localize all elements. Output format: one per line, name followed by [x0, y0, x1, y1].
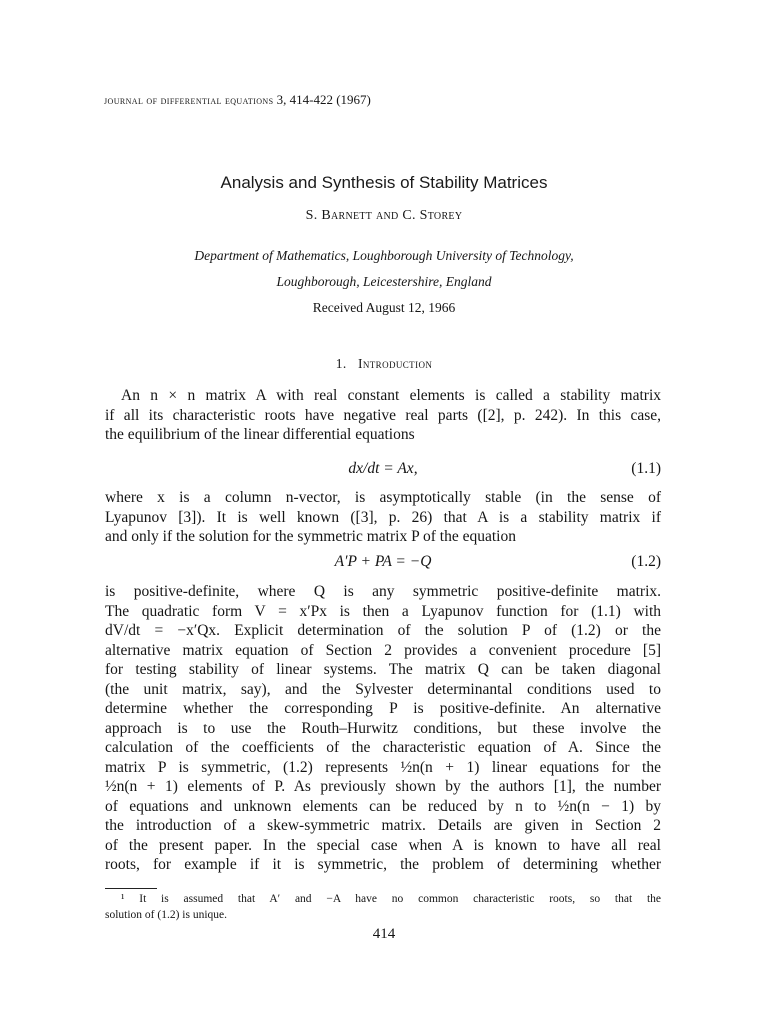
section-title: Introduction [357, 356, 433, 371]
affiliation-line-2: Loughborough, Leicestershire, England [276, 274, 492, 289]
journal-header [104, 92, 371, 108]
text-line: (the unit matrix, say), and the Sylvester determinantal conditions used to [105, 680, 661, 698]
volume-pages: 3, 414-422 (1967) [276, 92, 371, 107]
paragraph-1 [105, 386, 661, 445]
text-line: of equations and unknown elements can be reduced by n to ½n(n − 1) by [105, 797, 661, 815]
equation-expression: dx/dt = Ax, [348, 460, 418, 477]
section-heading [0, 356, 768, 372]
text-line: Lyapunov [3]). It is well known ([3], p. 26) that A is a stability matrix if [105, 508, 661, 526]
equation-number: (1.2) [631, 553, 661, 570]
equation-1-1 [105, 460, 661, 480]
footnote-line: solution of (1.2) is unique. [105, 909, 228, 921]
section-number: 1. [335, 356, 347, 371]
text-line: the equilibrium of the linear differential equations [105, 426, 415, 443]
text-line: determine whether the corresponding P is positive-definite. An alternative [105, 700, 661, 717]
text-line: if all its characteristic roots have negative real parts ([2], p. 242). In this case, [105, 406, 661, 424]
text-line: of the present paper. In the special case when A is known to have all real [105, 836, 661, 854]
journal-name: journal of differential equations [104, 95, 274, 107]
paper-title: Analysis and Synthesis of Stability Matrices [220, 173, 548, 192]
authors: S. Barnett and C. Storey [305, 208, 463, 223]
footnote-line: ¹ It is assumed that A′ and −A have no common characteristic roots, so that the [121, 893, 661, 905]
equation-expression: A′P + PA = −Q [334, 553, 432, 570]
text-line: is positive-definite, where Q is any symmetric positive-definite matrix. [105, 583, 661, 600]
equation-1-2 [105, 553, 661, 573]
paragraph-2 [105, 488, 661, 547]
text-line: where x is a column n-vector, is asymptotically stable (in the sense of [105, 489, 661, 506]
text-line: the introduction of a skew-symmetric matrix. Details are given in Section 2 [105, 817, 661, 834]
text-line: matrix P is symmetric, (1.2) represents ½n(n + 1) linear equations for the [105, 758, 661, 776]
page-number: 414 [372, 926, 396, 942]
text-line: roots, for example if it is symmetric, the problem of determining whether [105, 856, 661, 873]
text-line: ½n(n + 1) elements of P. As previously shown by the authors [1], the number [105, 778, 661, 795]
affiliation-line-1: Department of Mathematics, Loughborough University of Technology, [194, 248, 574, 263]
footnote-divider [105, 888, 157, 889]
text-line: and only if the solution for the symmetric matrix P of the equation [105, 528, 516, 545]
text-line: alternative matrix equation of Section 2 provides a convenient procedure [5] [105, 641, 661, 659]
paragraph-3 [105, 582, 661, 875]
text-line: approach is to use the Routh–Hurwitz conditions, but these involve the [105, 719, 661, 737]
footnote [105, 891, 661, 923]
text-line: dV/dt = −x′Qx. Explicit determination of the solution P of (1.2) or the [105, 622, 661, 639]
received-date: Received August 12, 1966 [312, 300, 456, 315]
equation-number: (1.1) [631, 460, 661, 477]
text-line: The quadratic form V = x′Px is then a Lyapunov function for (1.1) with [105, 602, 661, 620]
text-line: for testing stability of linear systems. The matrix Q can be taken diagonal [105, 661, 661, 678]
text-line: An n × n matrix A with real constant elements is called a stability matrix [121, 387, 661, 404]
text-line: calculation of the coefficients of the characteristic equation of A. Since the [105, 739, 661, 756]
